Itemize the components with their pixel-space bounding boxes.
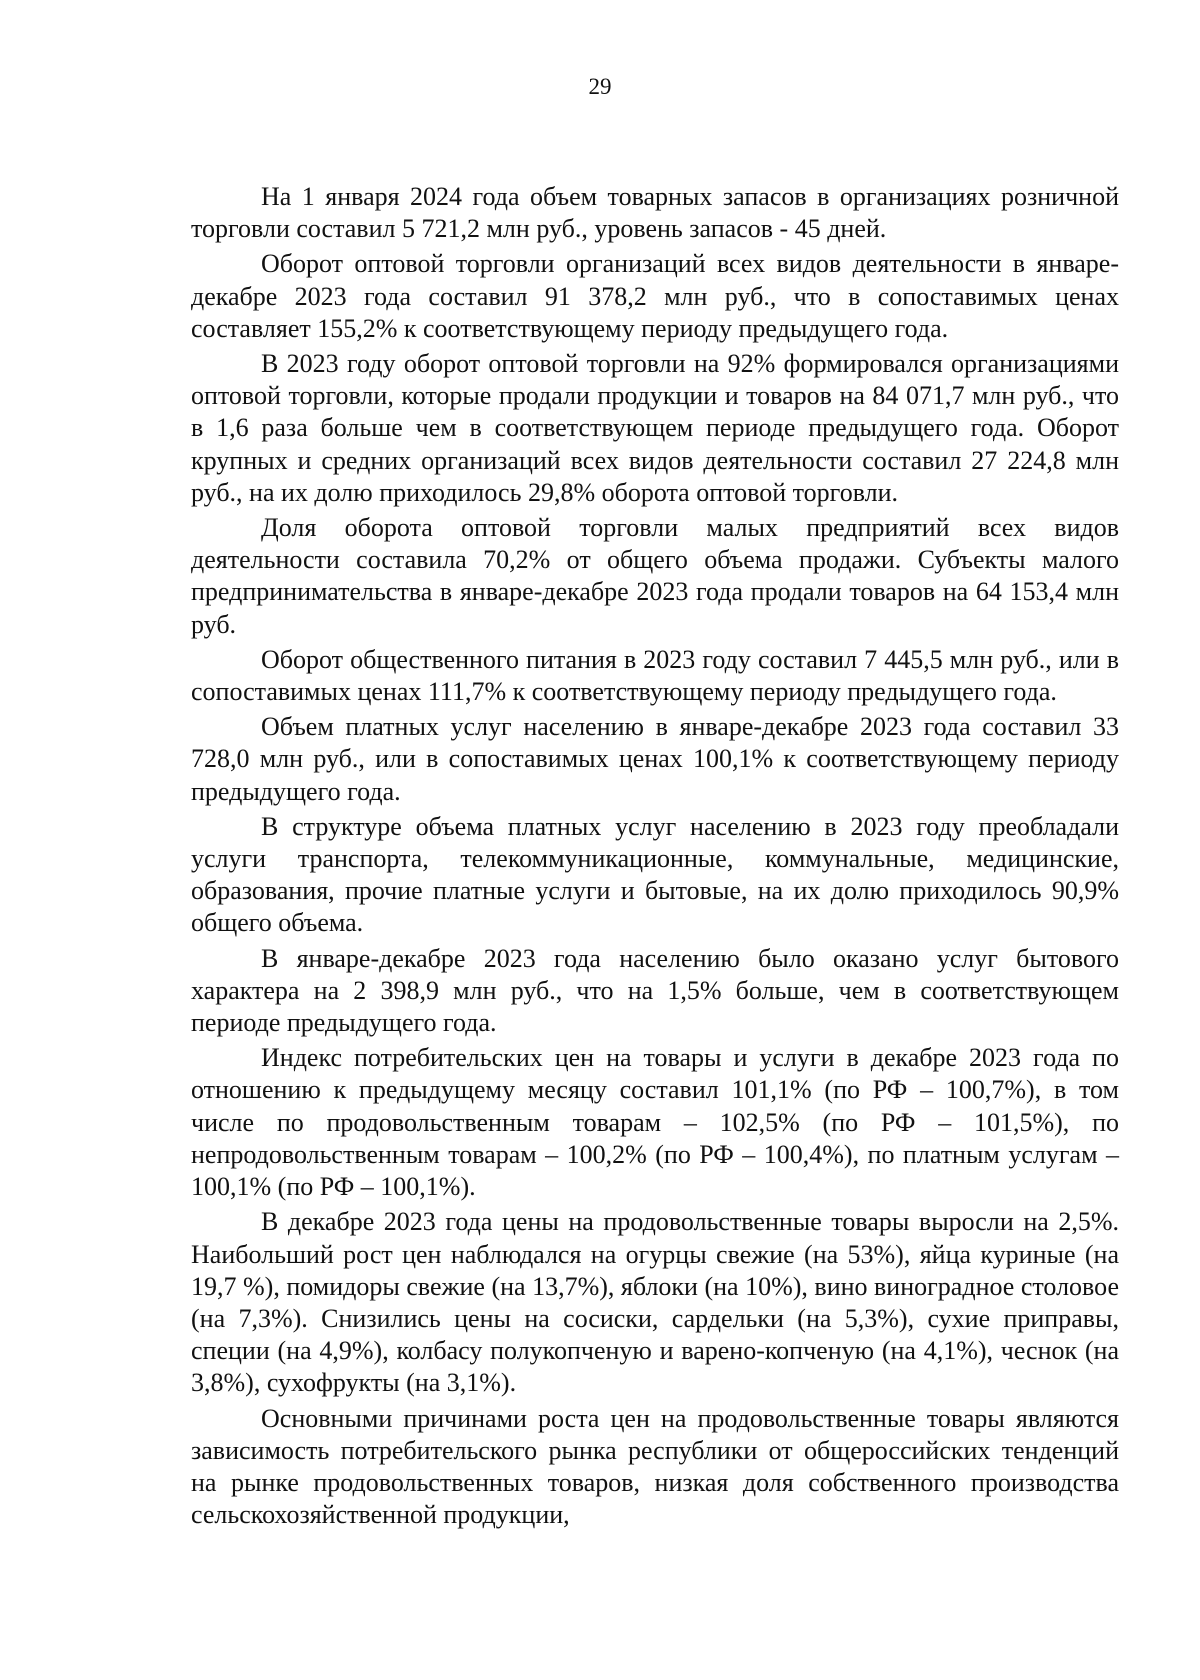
paragraph-wholesale-structure: В 2023 году оборот оптовой торговли на 92% формировался организациями оптовой торговли, которые продали продукции и товаров на 84 071,7 млн руб., что в 1,6 раза больше чем в соответствующем периоде предыдущего года. Оборот крупных и средних организаций всех видов деятельности составил 27 224,8 млн руб., на их долю приходилось 29,8% оборота оптовой торговли. [191, 349, 1119, 507]
paragraph-consumer-price-index: Индекс потребительских цен на товары и услуги в декабре 2023 года по отношению к предыдущему месяцу составил 101,1% (по РФ – 100,7%), в том числе по продовольственным товарам – 102,5% (по РФ – 101,5%), по непродовольственным товарам – 100,2% (по РФ – 100,4%), по платным услугам – 100,1% (по РФ – 100,1%). [191, 1043, 1119, 1202]
paragraph-wholesale-turnover: Оборот оптовой торговли организаций всех видов деятельности в январе-декабре 2023 года составил 91 378,2 млн руб., что в сопоставимых ценах составляет 155,2% к соответствующему периоду предыдущего года. [191, 249, 1119, 343]
paragraph-household-services: В январе-декабре 2023 года населению было оказано услуг бытового характера на 2 398,9 млн руб., что на 1,5% больше, чем в соответствующем периоде предыдущего года. [191, 943, 1119, 1038]
paragraph-price-growth-reasons: Основными причинами роста цен на продовольственные товары являются зависимость потребительского рынка республики от общероссийских тенденций на рынке продовольственных товаров, низкая доля собственного производства сельскохозяйственной продукции, [191, 1403, 1119, 1530]
body-text [191, 181, 1119, 1534]
paragraph-small-business-share: Доля оборота оптовой торговли малых предприятий всех видов деятельности составила 70,2% от общего объема продажи. Субъекты малого предпринимательства в январе-декабре 2023 года продали товаров на 64 153,4 млн руб. [191, 513, 1119, 639]
paragraph-paid-services-structure: В структуре объема платных услуг населению в 2023 году преобладали услуги транспорта, телекоммуникационные, коммунальные, медицинские, образования, прочие платные услуги и бытовые, на их долю приходилось 90,9% общего объема. [191, 811, 1119, 938]
paragraph-paid-services: Объем платных услуг населению в январе-декабре 2023 года составил 33 728,0 млн руб., или в сопоставимых ценах 100,1% к соответствующему периоду предыдущего года. [191, 712, 1119, 806]
paragraph-catering-turnover: Оборот общественного питания в 2023 году составил 7 445,5 млн руб., или в сопоставимых ценах 111,7% к соответствующему периоду предыдущего года. [191, 644, 1119, 707]
paragraph-retail-stocks: На 1 января 2024 года объем товарных запасов в организациях розничной торговли составил 5 721,2 млн руб., уровень запасов - 45 дней. [191, 182, 1119, 244]
paragraph-food-prices: В декабре 2023 года цены на продовольственные товары выросли на 2,5%. Наибольший рост цен наблюдался на огурцы свежие (на 53%), яйца куриные (на 19,7 %), помидоры свежие (на 13,7%), яблоки (на 10%), вино виноградное столовое (на 7,3%). Снизились цены на сосиски, сардельки (на 5,3%), сухие приправы, специи (на 4,9%), колбасу полукопченую и варено-копченую (на 4,1%), чеснок (на 3,8%), сухофрукты (на 3,1%). [191, 1207, 1119, 1398]
page-number: 29 [588, 74, 612, 99]
